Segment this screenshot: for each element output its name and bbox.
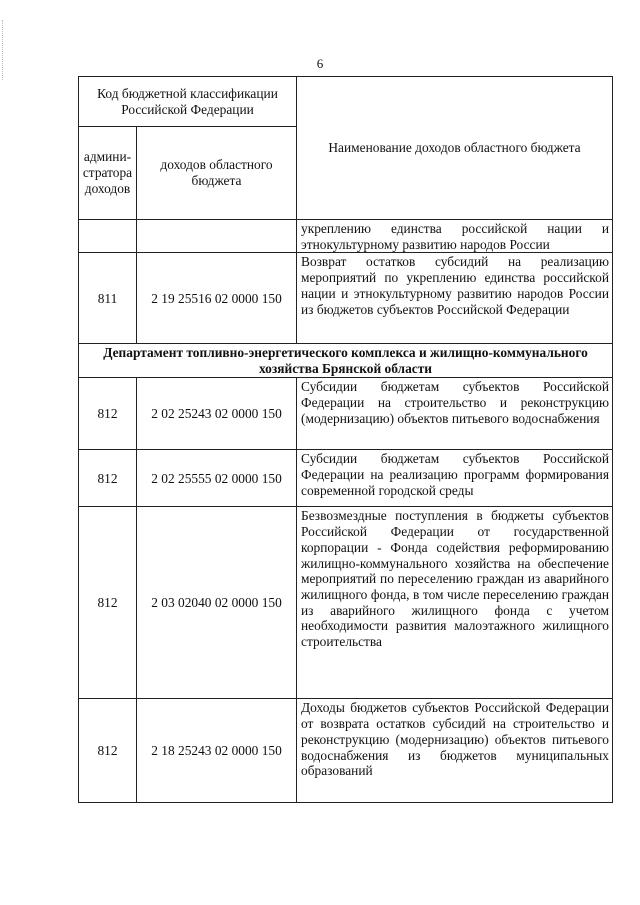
kbk-code-cell: 2 18 25243 02 0000 150 <box>137 699 297 803</box>
income-name-cell: Субсидии бюджетам субъектов Российской Федерации на реализацию программ формирования современной городской среды <box>297 450 613 507</box>
kbk-code-cell: 2 19 25516 02 0000 150 <box>137 253 297 344</box>
income-name-cell: Доходы бюджетов субъектов Российской Федерации от возврата остатков субсидий на строительство и реконструкцию (модернизацию) объектов питьевого водоснабжения из бюджетов муниципальных образований <box>297 699 613 803</box>
table-row <box>79 699 613 803</box>
department-heading: Департамент топливно-энергетического комплекса и жилищно-коммунального хозяйства Брянской области <box>79 344 613 378</box>
kbk-code-cell: 2 02 25555 02 0000 150 <box>137 450 297 507</box>
header-name: Наименование доходов областного бюджета <box>297 77 613 220</box>
income-name-cell: Субсидии бюджетам субъектов Российской Федерации на строительство и реконструкцию (модернизацию) объектов питьевого водоснабжения <box>297 378 613 450</box>
table-row <box>79 253 613 344</box>
kbk-code-cell <box>137 220 297 253</box>
page-number: 6 <box>316 56 324 71</box>
admin-code-cell: 812 <box>79 378 137 450</box>
income-classification-table <box>78 76 613 803</box>
admin-code-cell: 812 <box>79 699 137 803</box>
table-row <box>79 507 613 699</box>
admin-code-cell: 812 <box>79 507 137 699</box>
income-name-cell: укреплению единства российской нации и этнокультурному развитию народов России <box>297 220 613 253</box>
income-name-cell: Безвозмездные поступления в бюджеты субъектов Российской Федерации от государственной корпорации - Фонда содействия реформированию жилищно-коммунального хозяйства на обеспечение мероприятий по переселению граждан из аварийного жилищного фонда, в том числе переселению граждан из аварийного жилищного фонда с учетом необходимости развития малоэтажного жилищного строительства <box>297 507 613 699</box>
income-name-cell: Возврат остатков субсидий на реализацию мероприятий по укреплению единства российской нации и этнокультурному развитию народов России из бюджетов субъектов Российской Федерации <box>297 253 613 344</box>
kbk-code-cell: 2 03 02040 02 0000 150 <box>137 507 297 699</box>
header-income: доходов областного бюджета <box>137 127 297 220</box>
admin-code-cell: 812 <box>79 450 137 507</box>
table-row <box>79 220 613 253</box>
table-row <box>79 450 613 507</box>
table-row <box>79 378 613 450</box>
admin-code-cell <box>79 220 137 253</box>
header-admin: админи-стратора доходов <box>79 127 137 220</box>
admin-code-cell: 811 <box>79 253 137 344</box>
header-kbk: Код бюджетной классификации Российской Федерации <box>79 77 297 127</box>
kbk-code-cell: 2 02 25243 02 0000 150 <box>137 378 297 450</box>
